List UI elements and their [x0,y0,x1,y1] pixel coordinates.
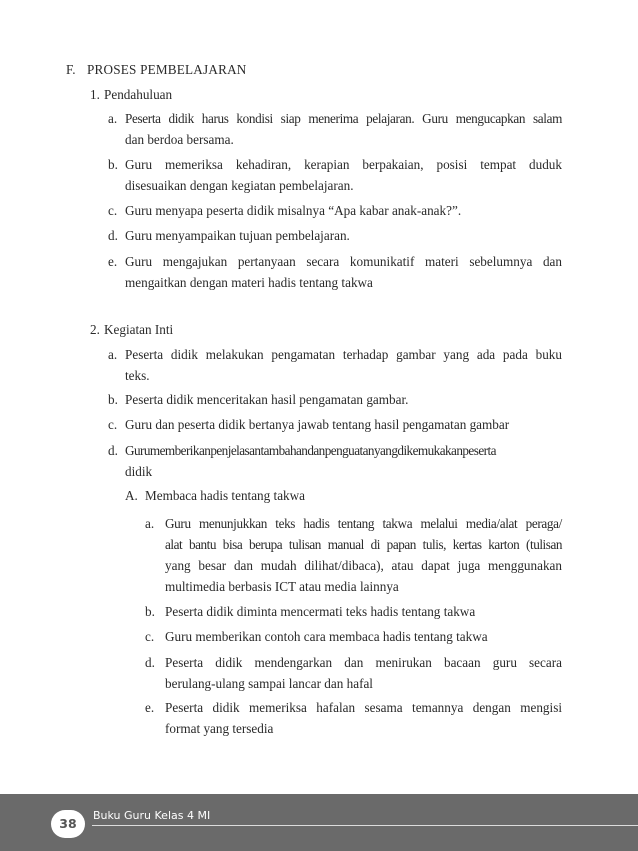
item-text: multimedia berbasis ICT atau media lainnya [165,579,399,594]
item-text: yang besar dan mudah dilihat/dibaca), atau dapat juga menggunakan [165,558,562,573]
item-marker: d. [108,443,118,458]
item-text: disesuaikan dengan kegiatan pembelajaran. [125,178,354,193]
item-marker: b. [145,604,155,619]
section-marker: F. [66,62,76,77]
item-text: Peserta didik diminta mencermati teks hadis tentang takwa [165,604,476,619]
item-text: alat bantu bisa berupa tulisan manual di papan tulis, kertas karton (tulisan [165,537,562,552]
subsection-marker: 2. [90,322,100,337]
item-marker: d. [145,655,155,670]
item-text: Gurumemberikanpenjelasantambahandanpenguatanyangdikemukakanpeserta [125,443,496,458]
subsection-title-kegiatan-inti: Kegiatan Inti [104,322,174,337]
item-text: teks. [125,368,150,383]
item-marker: a. [108,111,118,126]
item-marker: c. [108,417,118,432]
item-text: Guru menunjukkan teks hadis tentang takwa melalui media/alat peraga/ [165,516,562,531]
item-text: dan berdoa bersama. [125,132,234,147]
item-text: Guru menyampaikan tujuan pembelajaran. [125,228,350,243]
item-text: Guru mengajukan pertanyaan secara komunikatif materi sebelumnya dan [125,254,562,269]
page-footer [0,794,638,851]
page-number: 38 [51,810,85,838]
item-text: Peserta didik mendengarkan dan menirukan bacaan guru secara [165,655,562,670]
item-text: berulang-ulang sampai lancar dan hafal [165,676,373,691]
item-text: Peserta didik memeriksa hafalan sesama temannya dengan mengisi [165,700,562,715]
item-marker: b. [108,392,118,407]
item-marker: c. [145,629,155,644]
subsection-marker: 1. [90,87,100,102]
subheading-title: Membaca hadis tentang takwa [145,488,306,503]
item-text: Peserta didik menceritakan hasil pengamatan gambar. [125,392,409,407]
item-text: Peserta didik melakukan pengamatan terhadap gambar yang ada pada buku [125,347,562,362]
item-text: Guru memberikan contoh cara membaca hadis tentang takwa [165,629,488,644]
item-text: Guru memeriksa kehadiran, kerapian berpakaian, posisi tempat duduk [125,157,562,172]
item-marker: e. [108,254,118,269]
footer-divider [92,825,638,826]
book-title: Buku Guru Kelas 4 MI [93,809,211,822]
subheading-marker: A. [125,488,138,503]
item-text: Guru dan peserta didik bertanya jawab tentang hasil pengamatan gambar [125,417,510,432]
item-marker: e. [145,700,155,715]
item-text: Guru menyapa peserta didik misalnya “Apa kabar anak-anak?”. [125,203,462,218]
item-text: mengaitkan dengan materi hadis tentang takwa [125,275,373,290]
item-text: format yang tersedia [165,721,274,736]
section-title: PROSES PEMBELAJARAN [87,62,247,77]
item-marker: b. [108,157,118,172]
item-text: Peserta didik harus kondisi siap menerima pelajaran. Guru mengucapkan salam [125,111,562,126]
item-marker: a. [108,347,118,362]
item-marker: c. [108,203,118,218]
item-marker: a. [145,516,155,531]
item-text: didik [125,464,153,479]
item-marker: d. [108,228,118,243]
subsection-title-pendahuluan: Pendahuluan [104,87,173,102]
